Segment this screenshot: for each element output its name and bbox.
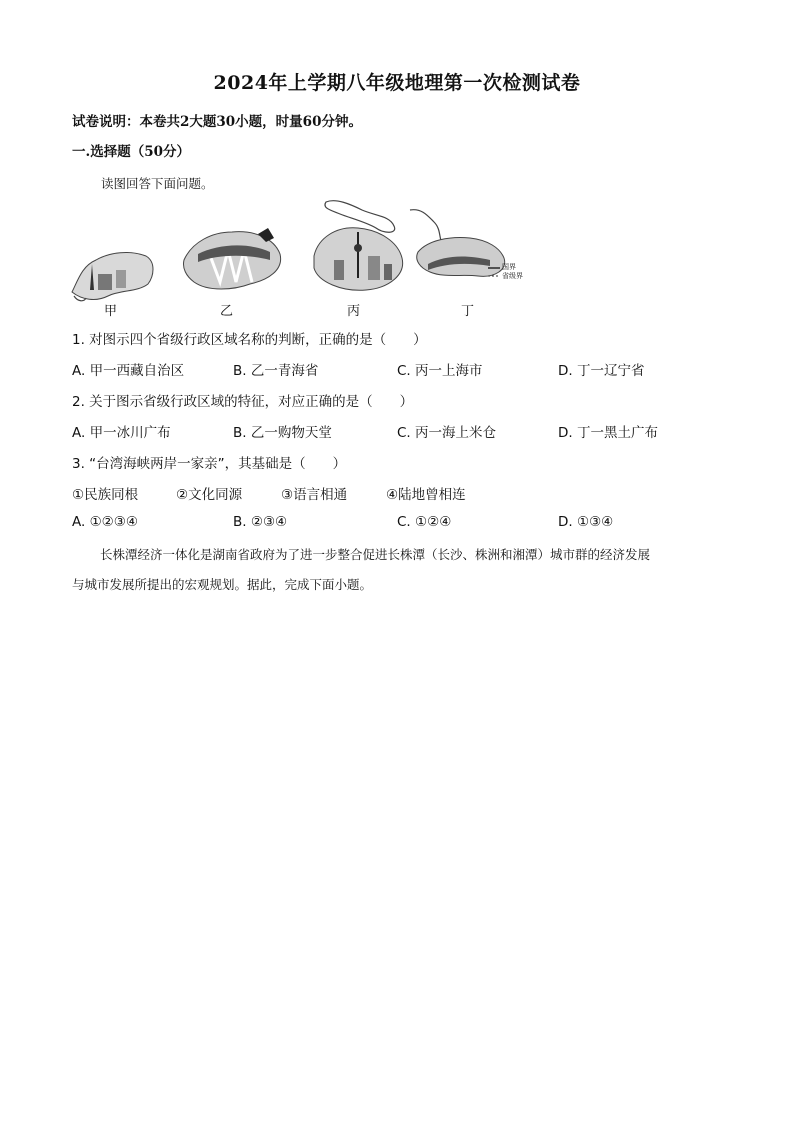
- page-title: 2024年上学期八年级地理第一次检测试卷: [213, 72, 581, 94]
- section-heading: 一.选择题（50分）: [72, 144, 190, 160]
- figure-intro: 读图回答下面问题。: [101, 176, 214, 191]
- question-3-item-4: ④陆地曾相连: [386, 487, 466, 503]
- legend-provincial-border: 省级界: [502, 272, 523, 280]
- question-3-item-2: ②文化同源: [176, 487, 243, 503]
- question-1-option-a[interactable]: A. 甲一西藏自治区: [72, 363, 185, 379]
- question-3-item-3: ③语言相通: [281, 487, 348, 503]
- question-2-option-b[interactable]: B. 乙一购物天堂: [233, 425, 332, 441]
- figure-bing-map: [306, 198, 418, 296]
- passage-line-1: 长株潭经济一体化是湖南省政府为了进一步整合促进长株潭（长沙、株洲和湘潭）城市群的经济发展: [100, 547, 651, 562]
- passage-line-2: 与城市发展所提出的宏观规划。据此，完成下面小题。: [72, 577, 373, 592]
- figure-ding-map: [404, 206, 534, 296]
- question-3-option-b[interactable]: B. ②③④: [233, 514, 288, 530]
- figure-label-jia: 甲: [104, 304, 118, 319]
- passage: [72, 540, 722, 600]
- figure-label-yi: 乙: [220, 304, 234, 319]
- question-2-option-a[interactable]: A. 甲一冰川广布: [72, 425, 171, 441]
- figure-jia-map: [68, 240, 158, 304]
- question-2-option-d[interactable]: D. 丁一黑土广布: [558, 425, 658, 441]
- figure-yi-map: [178, 220, 286, 298]
- figure-label-ding: 丁: [461, 304, 475, 319]
- legend-national-border: 国界: [502, 263, 516, 271]
- question-2-stem: 2. 关于图示省级行政区域的特征，对应正确的是（ ）: [72, 394, 414, 410]
- question-1-option-b[interactable]: B. 乙一青海省: [233, 363, 319, 379]
- exam-description: 试卷说明：本卷共2大题30小题，时量60分钟。: [72, 114, 362, 130]
- question-1-option-d[interactable]: D. 丁一辽宁省: [558, 363, 645, 379]
- question-1-stem: 1. 对图示四个省级行政区域名称的判断，正确的是（ ）: [72, 332, 427, 348]
- question-3-stem: 3. “台湾海峡两岸一家亲”，其基础是（ ）: [72, 456, 347, 472]
- question-2-option-c[interactable]: C. 丙一海上米仓: [397, 425, 497, 441]
- question-3-option-a[interactable]: A. ①②③④: [72, 514, 138, 530]
- province-figures: [60, 196, 580, 324]
- question-3-item-1: ①民族同根: [72, 487, 139, 503]
- figure-label-bing: 丙: [347, 304, 361, 319]
- question-1-option-c[interactable]: C. 丙一上海市: [397, 363, 483, 379]
- question-3-option-d[interactable]: D. ①③④: [558, 514, 614, 530]
- question-3-option-c[interactable]: C. ①②④: [397, 514, 452, 530]
